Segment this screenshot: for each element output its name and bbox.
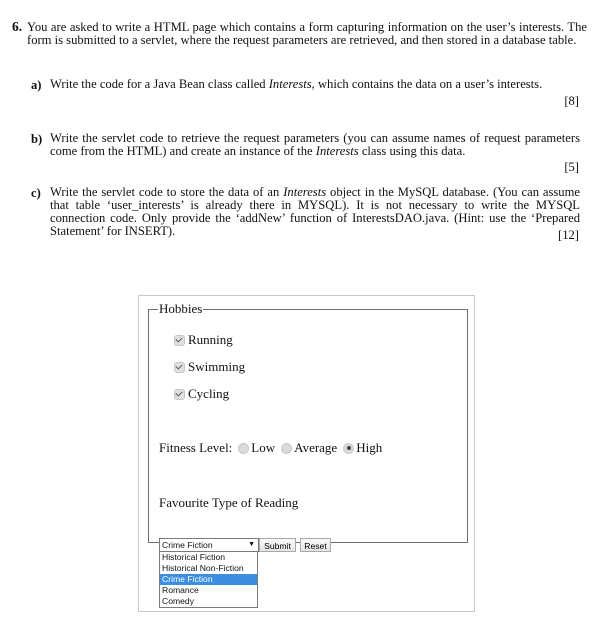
radio-low[interactable] (238, 443, 249, 454)
checkbox-checked-icon[interactable] (174, 362, 185, 373)
fitness-option-low: Low (251, 440, 276, 455)
checkbox-checked-icon[interactable] (174, 389, 185, 400)
part-b-text: Write the servlet code to retrieve the request parameters (you can assume names of request parameters come from the HTML) and create an instance of the Interests class using this data. (50, 131, 580, 158)
question-number: 6. (12, 19, 23, 34)
hobby-label: Cycling (188, 386, 230, 401)
select-value: Crime Fiction (162, 540, 213, 550)
option-historical-fiction[interactable]: Historical Fiction (162, 552, 226, 562)
option-crime-fiction[interactable]: Crime Fiction (160, 574, 257, 585)
option-romance[interactable]: Romance (162, 585, 199, 595)
part-b-label: b) (31, 132, 43, 146)
hobby-swimming[interactable] (174, 359, 245, 375)
dropdown-arrow-icon[interactable]: ▼ (248, 541, 255, 548)
radio-high-selected[interactable] (343, 443, 354, 454)
reading-label: Favourite Type of Reading (159, 495, 299, 510)
hobbies-legend: Hobbies (159, 301, 203, 316)
option-comedy[interactable]: Comedy (162, 596, 194, 606)
checkbox-checked-icon[interactable] (174, 335, 185, 346)
part-c-text: Write the servlet code to store the data of an Interests object in the MySQL database. (You can assume that table ‘user_interests’ is already there in MYSQL). It is not necessary to write the MYSQL connection code. Only provide the ‘addNew’ function of InterestsDAO.java. (Hint: use the ‘Prepared Statement’ for INSERT). (50, 185, 580, 238)
reset-button[interactable]: Reset (300, 538, 331, 552)
part-a-marks: [8] (564, 94, 579, 108)
fitness-level-row (159, 440, 382, 456)
part-a-label: a) (31, 78, 42, 92)
submit-button[interactable]: Submit (259, 538, 296, 552)
part-b-marks: [5] (564, 160, 579, 174)
fitness-label: Fitness Level: (159, 440, 233, 455)
radio-average[interactable] (281, 443, 292, 454)
reading-options-list (159, 551, 258, 608)
hobby-label: Running (188, 332, 233, 347)
part-a-text: Write the code for a Java Bean class called Interests, which contains the data on a user’s interests. (50, 77, 543, 91)
hobby-cycling[interactable] (174, 386, 229, 402)
fitness-option-high: High (356, 440, 383, 455)
form-screenshot (138, 295, 475, 612)
part-c-label: c) (31, 186, 41, 200)
part-c-marks: [12] (558, 228, 579, 242)
reading-select[interactable] (159, 538, 259, 552)
hobby-label: Swimming (188, 359, 246, 374)
hobbies-fieldset (148, 301, 468, 543)
fitness-option-average: Average (294, 440, 338, 455)
option-historical-non-fiction[interactable]: Historical Non-Fiction (162, 563, 244, 573)
question-text: You are asked to write a HTML page which contains a form capturing information on the user’s interests. The form is submitted to a servlet, where the request parameters are retrieved, and then stored in a database table. (27, 20, 587, 47)
hobby-running[interactable] (174, 332, 233, 348)
